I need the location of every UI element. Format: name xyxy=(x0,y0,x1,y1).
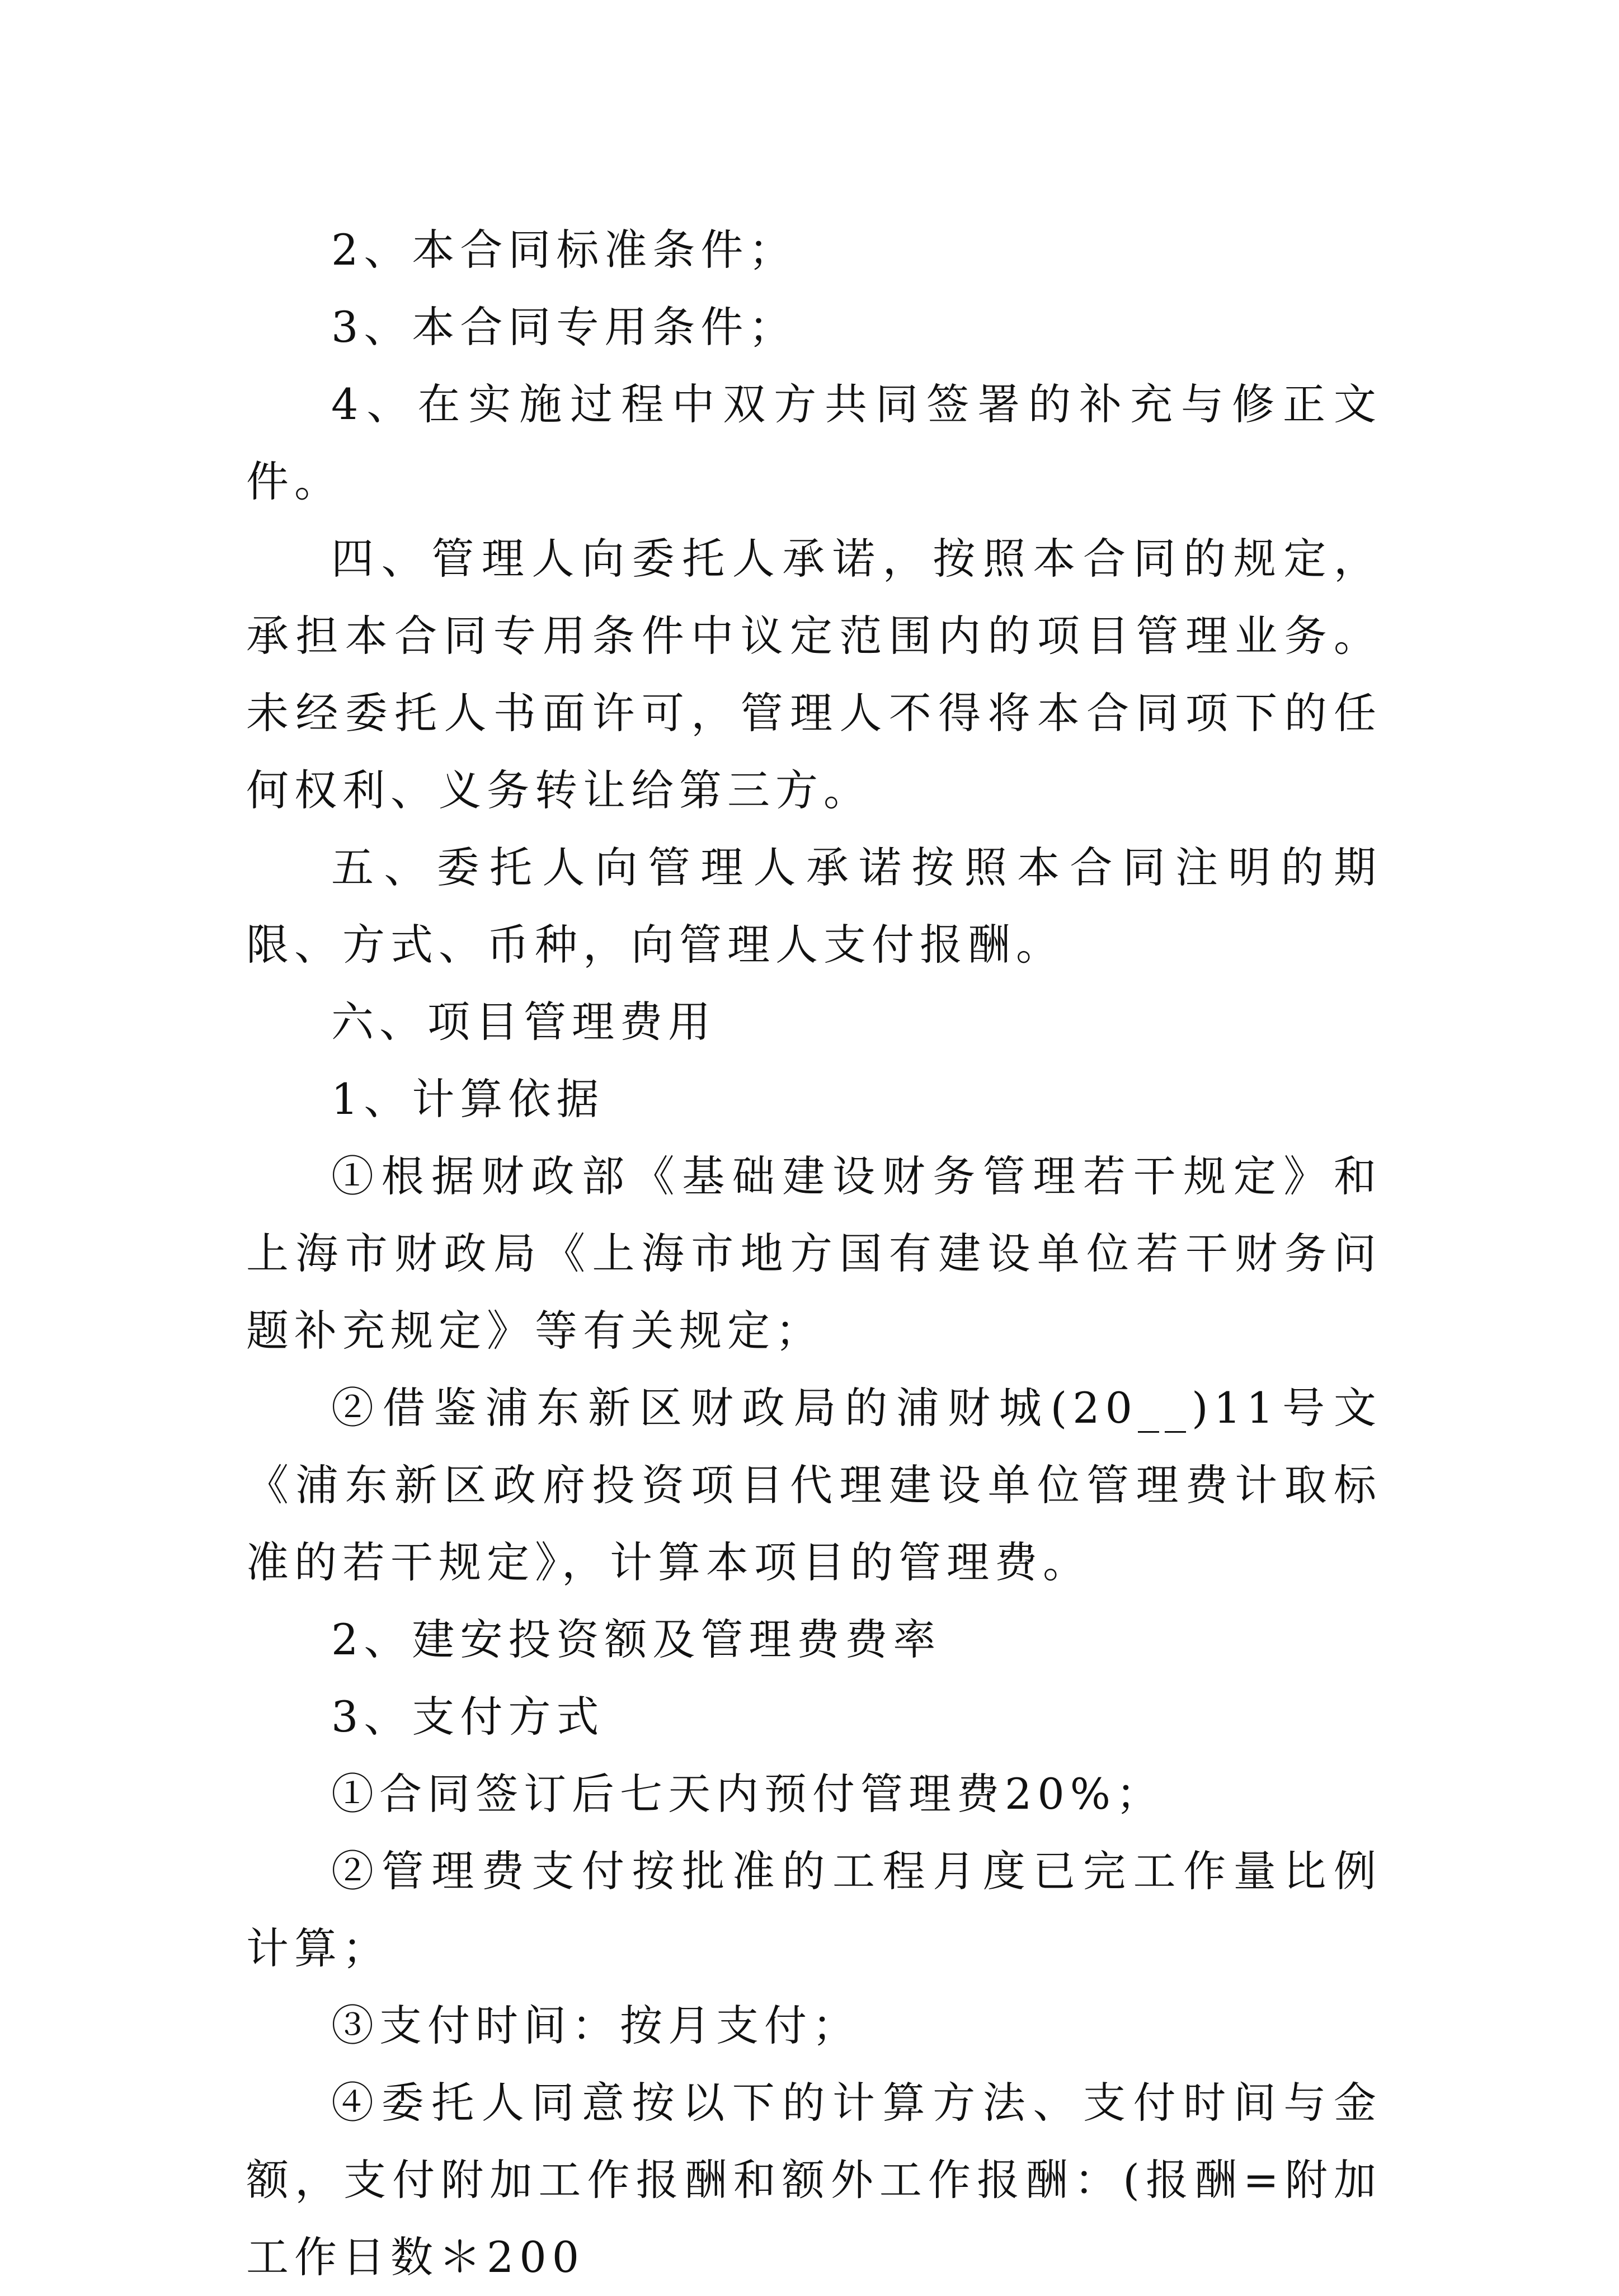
paragraph: ④委托人同意按以下的计算方法、支付时间与金额，支付附加工作报酬和额外工作报酬：(报酬=附加工作日数＊200 xyxy=(246,2078,1382,2282)
paragraph: ①合同签订后七天内预付管理费20%； xyxy=(331,1769,1164,1819)
paragraph: ②借鉴浦东新区财政局的浦财城(20__)11号文《浦东新区政府投资项目代理建设单位管理费计取标准的若干规定》，计算本项目的管理费。 xyxy=(246,1383,1382,1587)
paragraph: 四、管理人向委托人承诺，按照本合同的规定，承担本合同专用条件中议定范围内的项目管理业务。未经委托人书面许可，管理人不得将本合同项下的任何权利、义务转让给第三方。 xyxy=(246,534,1382,815)
paragraph: ③支付时间：按月支付； xyxy=(331,2001,860,2050)
subsection-heading: 1、计算依据 xyxy=(331,1074,605,1124)
paragraph: 五、委托人向管理人承诺按照本合同注明的期限、方式、币种，向管理人支付报酬。 xyxy=(246,843,1382,970)
subsection-heading: 3、支付方式 xyxy=(331,1692,605,1742)
paragraph: 4、在实施过程中双方共同签署的补充与修正文件。 xyxy=(246,379,1382,506)
document-body xyxy=(246,211,1382,2296)
paragraph: ①根据财政部《基础建设财务管理若干规定》和上海市财政局《上海市地方国有建设单位若干财务问题补充规定》等有关规定； xyxy=(246,1151,1382,1356)
section-heading: 六、项目管理费用 xyxy=(331,997,716,1047)
paragraph: ②管理费支付按批准的工程月度已完工作量比例计算； xyxy=(246,1846,1382,1973)
subsection-heading: 2、建安投资额及管理费费率 xyxy=(331,1615,942,1664)
paragraph: 3、本合同专用条件； xyxy=(331,302,797,352)
paragraph: 2、本合同标准条件； xyxy=(331,225,797,275)
